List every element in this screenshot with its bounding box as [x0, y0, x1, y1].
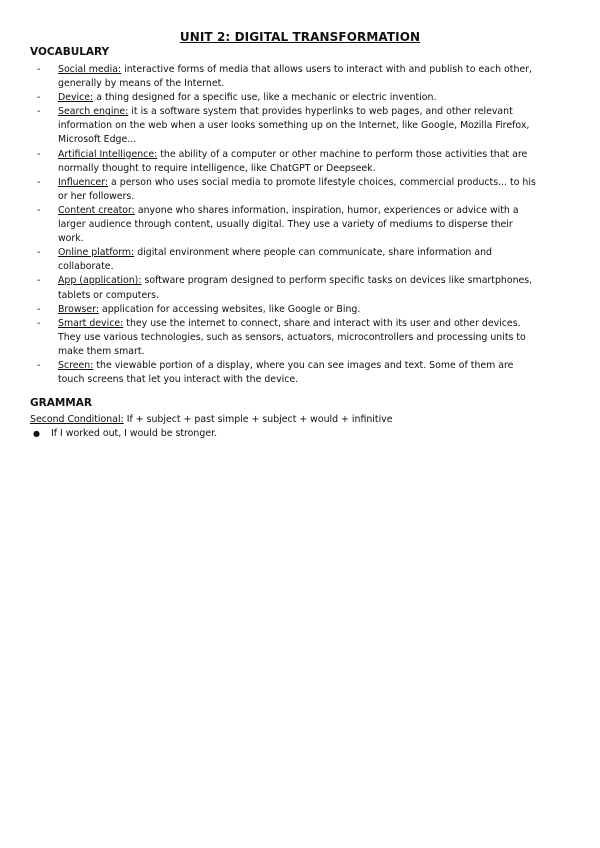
dash-bullet: -: [37, 359, 41, 371]
dash-bullet: -: [37, 204, 41, 216]
vocabulary-term: Online platform:: [58, 247, 135, 259]
vocabulary-item: [30, 303, 540, 317]
vocabulary-definition: it is a software system that provides hyperlinks to web pages, and other relevant information on the web when a user looks something up on the Internet, like Google, Mozilla Firefox, Microsoft Edge...: [58, 106, 530, 146]
dash-bullet: -: [37, 176, 41, 188]
vocabulary-term: Search engine:: [58, 106, 129, 118]
dash-bullet: -: [37, 303, 41, 315]
vocabulary-definition: a person who uses social media to promote lifestyle choices, commercial products... to his or her followers.: [58, 176, 536, 202]
vocabulary-item: [30, 176, 540, 204]
grammar-rule: [30, 413, 393, 427]
vocabulary-term: Social media:: [58, 64, 122, 75]
vocabulary-definition: a thing designed for a specific use, like a mechanic or electric invention.: [93, 92, 437, 104]
vocabulary-term: App (application):: [58, 275, 142, 287]
vocabulary-list: [30, 63, 540, 387]
vocabulary-term: Browser:: [58, 303, 99, 315]
grammar-heading: GRAMMAR: [30, 397, 92, 409]
dash-bullet: -: [37, 148, 41, 160]
vocabulary-item: [30, 105, 540, 147]
vocabulary-item: [30, 63, 540, 91]
vocabulary-definition: application for accessing websites, like Google or Bing.: [98, 303, 361, 315]
vocabulary-term: Artificial Intelligence:: [58, 148, 158, 160]
vocabulary-term: Content creator:: [58, 204, 135, 216]
vocabulary-definition: interactive forms of media that allows users to interact with and publish to each other, generally by means of the Internet.: [58, 64, 532, 90]
dash-bullet: -: [37, 64, 41, 75]
page-title: UNIT 2: DIGITAL TRANSFORMATION: [179, 30, 421, 44]
vocabulary-definition: the viewable portion of a display, where you can see images and text. Some of them are touch screens that let you interact with the device.: [58, 359, 514, 386]
grammar-rule-text: If + subject + past simple + subject + would + infinitive: [123, 414, 393, 425]
vocabulary-item: [30, 317, 540, 359]
vocabulary-item: [30, 246, 540, 274]
grammar-rule-label: Second Conditional:: [30, 414, 124, 425]
vocabulary-definition: digital environment where people can communicate, share information and collaborate.: [58, 247, 492, 273]
vocabulary-item: [30, 148, 540, 176]
grammar-example-list: [30, 427, 540, 441]
vocabulary-definition: anyone who shares information, inspiration, humor, experiences or advice with a larger audience through content, usually digital. They use a variety of mediums to disperse their work.: [58, 204, 519, 245]
vocabulary-definition: software program designed to perform specific tasks on devices like smartphones, tablets or computers.: [58, 275, 533, 301]
dash-bullet: -: [37, 92, 41, 104]
dash-bullet: -: [37, 317, 41, 329]
vocabulary-definition: they use the internet to connect, share and interact with its user and other devices. They use various technologies, such as sensors, actuators, microcontrollers and processing units to make them smart.: [58, 317, 526, 357]
vocabulary-definition: the ability of a computer or other machine to perform those activities that are normally thought to require intelligence, like ChatGPT or Deepseek.: [58, 148, 528, 174]
vocabulary-term: Smart device:: [58, 317, 124, 329]
dash-bullet: -: [37, 106, 41, 118]
vocabulary-term: Influencer:: [58, 176, 109, 188]
vocabulary-term: Device:: [58, 92, 94, 104]
vocabulary-item: [30, 359, 540, 387]
vocabulary-item: [30, 91, 540, 105]
dash-bullet: -: [37, 247, 41, 259]
grammar-example-item: [30, 427, 540, 441]
vocabulary-item: [30, 274, 540, 302]
grammar-example-text: If I worked out, I would be stronger.: [51, 428, 218, 439]
vocabulary-term: Screen:: [58, 359, 94, 371]
vocabulary-heading: VOCABULARY: [30, 46, 110, 58]
bullet-dot-icon: ●: [33, 429, 40, 438]
dash-bullet: -: [37, 275, 41, 287]
vocabulary-item: [30, 204, 540, 246]
